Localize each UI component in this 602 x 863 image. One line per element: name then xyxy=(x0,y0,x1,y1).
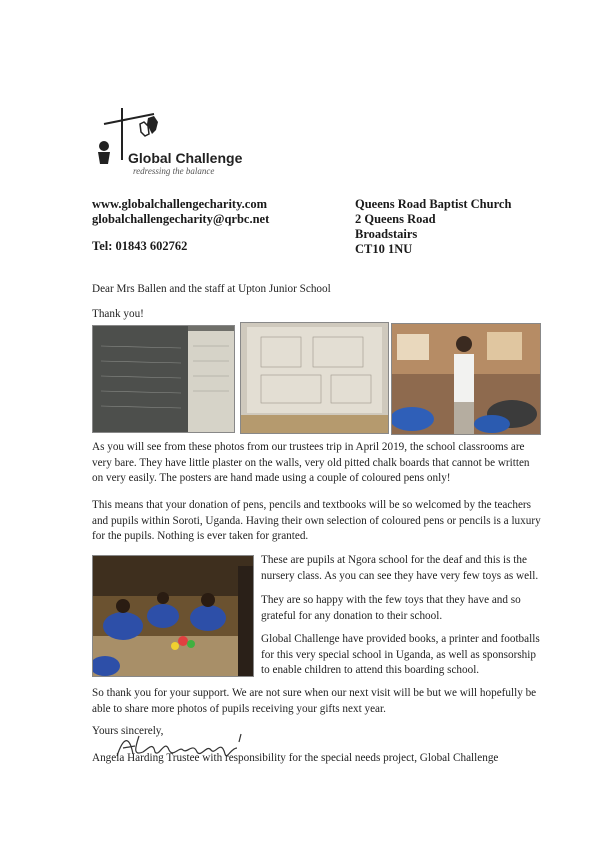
address-line-4: CT10 1NU xyxy=(355,242,413,256)
address-line-1: Queens Road Baptist Church xyxy=(355,197,512,211)
address-line-3: Broadstairs xyxy=(355,227,418,241)
email-link[interactable]: globalchallengecharity@qrbc.net xyxy=(92,212,270,226)
signature-line: Angela Harding Trustee with responsibility for the special needs project, Global Challenge xyxy=(92,752,499,764)
contact-block xyxy=(92,197,269,227)
salutation: Dear Mrs Ballen and the staff at Upton Junior School xyxy=(92,283,331,295)
teacher-classroom-photo xyxy=(391,323,541,435)
side-paragraph-provided: Global Challenge have provided books, a printer and footballs for this very special school in Uganda, as well as sponsorship to enable children to attend this boarding school. xyxy=(261,633,540,676)
sign-off: Yours sincerely, xyxy=(92,725,164,737)
website-link[interactable]: www.globalchallengecharity.com xyxy=(92,197,267,211)
hand-made-poster-photo xyxy=(240,322,389,434)
address-block xyxy=(355,197,511,257)
side-paragraph-toys: They are so happy with the few toys that they have and so grateful for any donation to their school. xyxy=(261,594,521,622)
paragraph-classrooms: As you will see from these photos from our trustees trip in April 2019, the school classrooms are very bare. They have little plaster on the walls, very old pitted chalk boards that cannot be written on very easily. The posters are hand made using a couple of coloured pens only! xyxy=(92,441,530,484)
logo-tagline: redressing the balance xyxy=(133,166,215,176)
closing-paragraph: So thank you for your support. We are not sure when our next visit will be but we will hopefully be able to share more photos of pupils receiving your gifts next year. xyxy=(92,687,537,715)
thank-you: Thank you! xyxy=(92,308,144,320)
classroom-chalkboard-photo xyxy=(92,325,235,433)
address-line-2: 2 Queens Road xyxy=(355,212,436,226)
telephone: Tel: 01843 602762 xyxy=(92,239,188,253)
logo-title: Global Challenge xyxy=(128,150,243,166)
nursery-class-photo xyxy=(92,555,254,677)
paragraph-donation: This means that your donation of pens, pencils and textbooks will be so welcomed by the teachers and pupils within Soroti, Uganda. Having their own selection of coloured pens or pencils is a luxury for the pupils. Nothing is ever taken for granted. xyxy=(92,499,541,542)
side-paragraph-nursery: These are pupils at Ngora school for the deaf and this is the nursery class. As you can see they have very few toys as well. xyxy=(261,554,539,582)
